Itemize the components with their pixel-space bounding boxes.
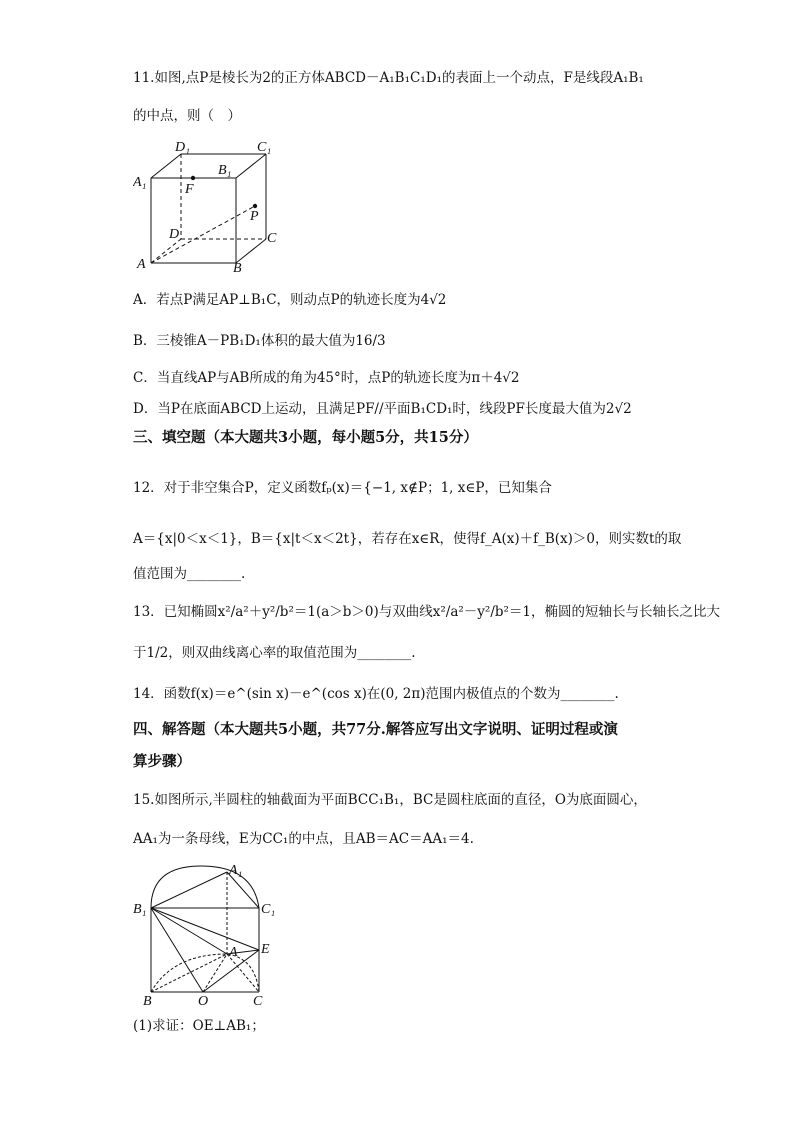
label-d1: D₁ xyxy=(175,140,190,155)
label-c: C xyxy=(267,231,277,246)
label-a1: A₁ xyxy=(133,175,147,190)
q11-option-b: B．三棱锥A－PB₁D₁体积的最大值为16/3 xyxy=(133,333,386,349)
label-b-cyl: B xyxy=(143,994,152,1008)
q15-line2: AA₁为一条母线，E为CC₁的中点，且AB＝AC＝AA₁＝4. xyxy=(133,831,474,847)
label-f: F xyxy=(185,182,194,197)
q11-option-d: D．当P在底面ABCD上运动，且满足PF//平面B₁CD₁时，线段PF长度最大值为2√2 xyxy=(133,401,632,417)
section4-title-line2: 算步骤） xyxy=(133,753,191,770)
label-b1-cyl: B₁ xyxy=(133,902,147,917)
section3-title: 三、填空题（本大题共3小题，每小题5分，共15分） xyxy=(133,429,478,446)
q15-part1: (1)求证：OE⊥AB₁； xyxy=(133,1018,265,1034)
label-a1-cyl: A₁ xyxy=(229,863,243,878)
label-e-cyl: E xyxy=(261,942,270,957)
cube-figure xyxy=(133,138,283,273)
q14-line1: 14．函数f(x)＝e^(sin x)－e^(cos x)在(0, 2π)范围内极值点的个数为________. xyxy=(133,686,619,702)
section4-title-line1: 四、解答题（本大题共5小题，共77分.解答应写出文字说明、证明过程或演 xyxy=(133,721,618,738)
label-o-cyl: O xyxy=(198,994,209,1008)
q11-stem-line2: 的中点，则（ ） xyxy=(133,108,241,124)
q11-stem-line1: 11.如图,点P是棱长为2的正方体ABCD－A₁B₁C₁D₁的表面上一个动点，F是线段A₁B₁ xyxy=(133,70,644,86)
label-c1-cyl: C₁ xyxy=(261,902,276,917)
q13-line1: 13．已知椭圆x²/a²＋y²/b²＝1(a＞b＞0)与双曲线x²/a²－y²/b²＝1，椭圆的短轴长与长轴长之比大 xyxy=(133,604,721,620)
label-b1: B₁ xyxy=(218,163,232,178)
label-c1: C₁ xyxy=(257,140,272,155)
q11-option-c: C．当直线AP与AB所成的角为45°时，点P的轨迹长度为π＋4√2 xyxy=(133,370,520,386)
label-a-cyl: A xyxy=(229,945,238,960)
label-p: P xyxy=(250,209,259,224)
label-d: D xyxy=(169,227,180,242)
label-c-cyl: C xyxy=(253,994,263,1008)
q11-option-a: A．若点P满足AP⊥B₁C，则动点P的轨迹长度为4√2 xyxy=(133,292,447,308)
q12-line2: A＝{x|0＜x＜1}，B＝{x|t＜x＜2t}，若存在x∈R，使得f_A(x)＋f_B(x)＞0，则实数t的取 xyxy=(133,531,682,547)
q12-line3: 值范围为________. xyxy=(133,566,246,582)
q12-line1: 12．对于非空集合P，定义函数fₚ(x)＝{−1, x∉P；1, x∈P，已知集合 xyxy=(133,480,552,496)
label-a: A xyxy=(137,257,146,272)
q13-line2: 于1/2，则双曲线离心率的取值范围为________. xyxy=(133,645,416,661)
half-cylinder-figure xyxy=(133,858,293,1008)
q15-line1: 15.如图所示,半圆柱的轴截面为平面BCC₁B₁，BC是圆柱底面的直径，O为底面圆心， xyxy=(133,792,647,808)
label-b: B xyxy=(233,261,242,273)
